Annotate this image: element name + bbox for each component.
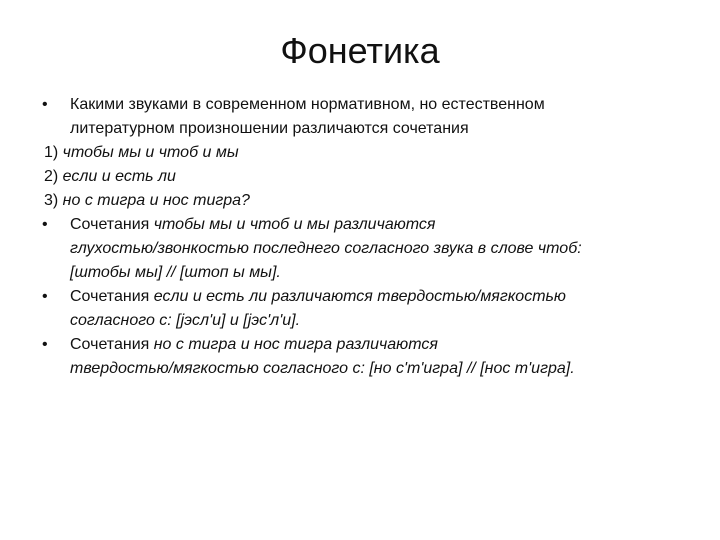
answer-3-italic: но с тигра и нос тигра различаются	[153, 336, 438, 353]
answer-1-line-2-row	[40, 237, 680, 261]
bullet-question	[40, 93, 680, 117]
bullet-answer-2	[40, 285, 680, 309]
answer-2-italic: если и есть ли различаются твердостью/мягкостью	[153, 288, 566, 305]
list-item-2-number: 2)	[44, 168, 63, 185]
answer-2-line-2-row	[40, 309, 680, 333]
bullet-answer-3	[40, 333, 680, 357]
answer-3-line-2-row	[40, 357, 680, 381]
question-line-2-row	[40, 117, 680, 141]
answer-2-line-1	[40, 288, 566, 305]
list-item-3-text: но с тигра и нос тигра?	[62, 192, 250, 209]
list-item-1-text: чтобы мы и чтоб и мы	[62, 144, 239, 161]
list-item-1-number: 1)	[44, 144, 63, 161]
answer-1-lead: Сочетания	[70, 216, 154, 233]
answer-2-line-2: согласного с: [jэсл'и] и [jэс'л'и].	[70, 312, 301, 329]
answer-3-line-1	[40, 336, 438, 353]
bullet-icon: •	[42, 216, 48, 233]
list-item-2	[40, 165, 680, 189]
bullet-icon: •	[42, 96, 48, 113]
list-item-3-number: 3)	[44, 192, 63, 209]
bullet-icon: •	[42, 336, 48, 353]
slide-content	[40, 93, 680, 381]
list-item-3	[40, 189, 680, 213]
answer-3-lead: Сочетания	[70, 336, 154, 353]
bullet-answer-1	[40, 213, 680, 237]
answer-1-line-2: глухостью/звонкостью последнего согласного звука в слове чтоб:	[70, 240, 582, 257]
list-item-1	[40, 141, 680, 165]
question-line-1: Какими звуками в современном нормативном, но естественном	[70, 96, 545, 113]
answer-1-line-3-row	[40, 261, 680, 285]
answer-1-line-3: [штобы мы] // [штоп ы мы].	[70, 264, 281, 281]
slide-title: Фонетика	[280, 30, 440, 71]
bullet-icon: •	[42, 288, 48, 305]
answer-1-line-1	[40, 216, 435, 233]
question-line-2: литературном произношении различаются сочетания	[70, 120, 469, 137]
answer-1-italic: чтобы мы и чтоб и мы различаются	[153, 216, 436, 233]
answer-3-line-2: твердостью/мягкостью согласного с: [но с'т'игра] // [нос т'игра].	[70, 360, 575, 377]
answer-2-lead: Сочетания	[70, 288, 154, 305]
list-item-2-text: если и есть ли	[62, 168, 176, 185]
